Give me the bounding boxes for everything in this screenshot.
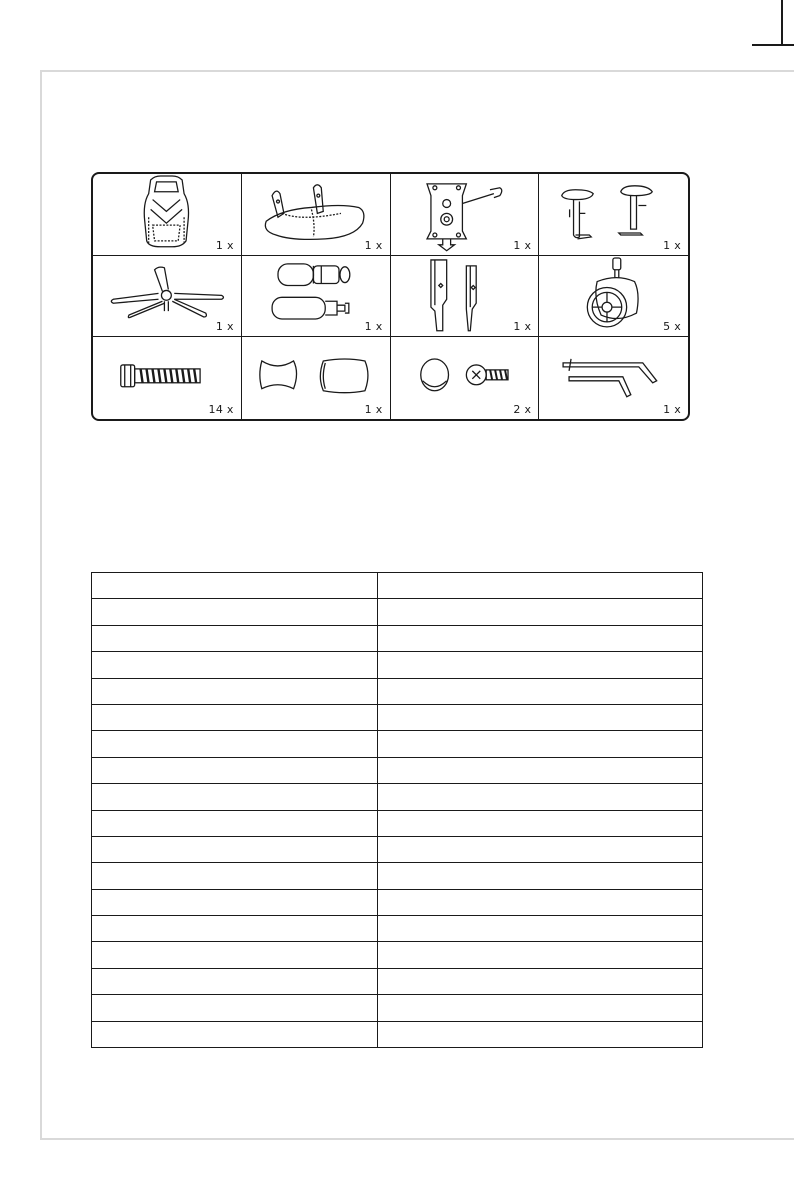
qty-label: 1 x	[215, 320, 234, 334]
qty-label: 2 x	[513, 402, 532, 416]
table-cell-part	[92, 810, 378, 836]
page-frame-top	[40, 70, 794, 72]
qty-label: 1 x	[364, 402, 383, 416]
part-casters	[539, 256, 688, 338]
table-cell-part	[92, 731, 378, 757]
table-body	[92, 573, 703, 1048]
table-cell-description	[378, 995, 703, 1021]
qty-label: 1 x	[364, 238, 383, 252]
table-row	[92, 942, 703, 968]
table-cell-part	[92, 625, 378, 651]
part-bolts	[93, 337, 242, 419]
qty-label: 5 x	[663, 320, 681, 334]
qty-label: 1 x	[663, 402, 681, 416]
table-cell-description	[378, 916, 703, 942]
qty-label: 1 x	[215, 238, 234, 252]
table-cell-part	[92, 863, 378, 889]
table-cell-description	[378, 652, 703, 678]
qty-label: 14 x	[208, 402, 234, 416]
table-cell-description	[378, 573, 703, 599]
table-cell-part	[92, 889, 378, 915]
table-row	[92, 757, 703, 783]
part-armrests	[539, 174, 688, 256]
table-cell-part	[92, 836, 378, 862]
part-caps-screws	[391, 337, 540, 419]
table-cell-description	[378, 678, 703, 704]
table-row	[92, 810, 703, 836]
part-gas-lift	[242, 256, 391, 338]
qty-label: 1 x	[513, 320, 532, 334]
crop-mark-top	[781, 0, 783, 44]
table-cell-part	[92, 784, 378, 810]
table-cell-description	[378, 836, 703, 862]
table-cell-description	[378, 784, 703, 810]
table-row	[92, 573, 703, 599]
table-cell-part	[92, 678, 378, 704]
part-allen-keys	[539, 337, 688, 419]
table-row	[92, 889, 703, 915]
table-cell-description	[378, 625, 703, 651]
qty-label: 1 x	[513, 238, 532, 252]
table-row	[92, 916, 703, 942]
page-frame-bottom	[40, 1138, 794, 1140]
table-row	[92, 836, 703, 862]
table-cell-description	[378, 968, 703, 994]
table-row	[92, 678, 703, 704]
table-cell-description	[378, 942, 703, 968]
table-cell-part	[92, 942, 378, 968]
table-cell-part	[92, 916, 378, 942]
table-cell-part	[92, 995, 378, 1021]
part-base	[93, 256, 242, 338]
crop-mark-right	[752, 44, 794, 46]
parts-list-table	[91, 572, 703, 1048]
part-side-covers	[391, 256, 540, 338]
table-cell-description	[378, 863, 703, 889]
table-cell-part	[92, 757, 378, 783]
table-cell-part	[92, 652, 378, 678]
table-row	[92, 599, 703, 625]
table-row	[92, 784, 703, 810]
table-cell-description	[378, 731, 703, 757]
part-seat	[242, 174, 391, 256]
part-pillows	[242, 337, 391, 419]
table-row	[92, 625, 703, 651]
table-cell-description	[378, 704, 703, 730]
table-cell-part	[92, 968, 378, 994]
table-cell-description	[378, 599, 703, 625]
table-row	[92, 652, 703, 678]
table-cell-description	[378, 757, 703, 783]
table-row	[92, 1021, 703, 1047]
page-frame-left	[40, 70, 42, 1140]
qty-label: 1 x	[364, 320, 383, 334]
qty-label: 1 x	[663, 238, 681, 252]
table-row	[92, 968, 703, 994]
table-cell-description	[378, 1021, 703, 1047]
table-cell-part	[92, 1021, 378, 1047]
part-mechanism	[391, 174, 540, 256]
table-row	[92, 731, 703, 757]
table-row	[92, 995, 703, 1021]
parts-grid	[91, 172, 690, 421]
table-cell-part	[92, 704, 378, 730]
table-row	[92, 704, 703, 730]
table-row	[92, 863, 703, 889]
part-backrest	[93, 174, 242, 256]
table-cell-part	[92, 573, 378, 599]
table-cell-part	[92, 599, 378, 625]
table-cell-description	[378, 889, 703, 915]
table-cell-description	[378, 810, 703, 836]
